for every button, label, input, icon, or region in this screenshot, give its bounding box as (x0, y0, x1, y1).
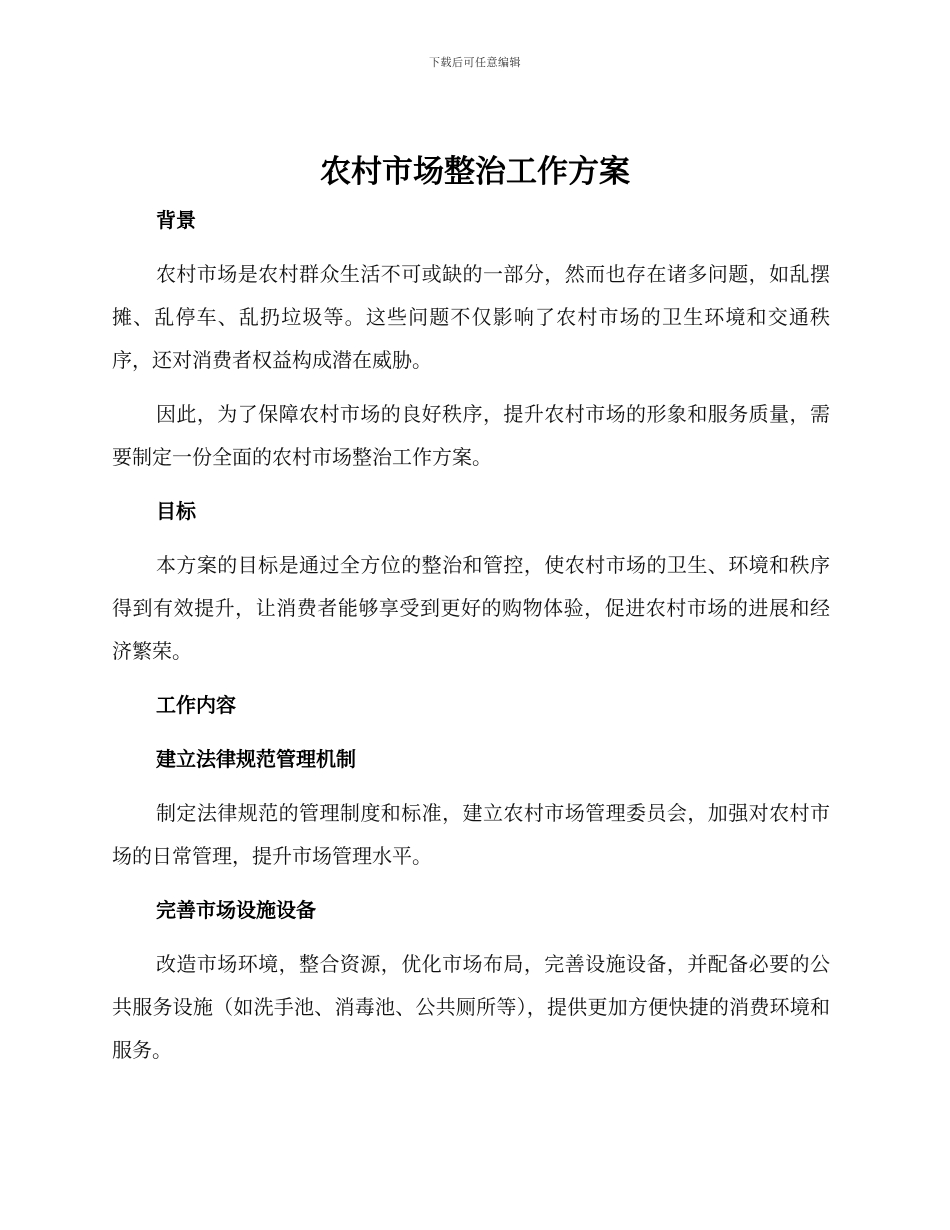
document-title: 农村市场整治工作方案 (320, 154, 630, 190)
document-body (112, 199, 830, 1083)
paragraph-goal-1: 本方案的目标是通过全方位的整治和管控，使农村市场的卫生、环境和秩序得到有效提升，让消费者能够享受到更好的购物体验，促进农村市场的进展和经济繁荣。 (112, 553, 830, 663)
section-heading-goal: 目标 (156, 499, 196, 523)
section-heading-work: 工作内容 (156, 693, 236, 717)
page-header: 下载后可任意编辑 (429, 56, 521, 69)
paragraph-legal-1: 制定法律规范的管理制度和标准，建立农村市场管理委员会，加强对农村市场的日常管理，提升市场管理水平。 (112, 801, 830, 868)
paragraph-background-2: 因此，为了保障农村市场的良好秩序，提升农村市场的形象和服务质量，需要制定一份全面的农村市场整治工作方案。 (112, 402, 830, 469)
subsection-heading-legal: 建立法律规范管理机制 (156, 747, 356, 771)
subsection-heading-facilities: 完善市场设施设备 (156, 898, 316, 922)
paragraph-background-1: 农村市场是农村群众生活不可或缺的一部分，然而也存在诸多问题，如乱摆摊、乱停车、乱扔垃圾等。这些问题不仅影响了农村市场的卫生环境和交通秩序，还对消费者权益构成潜在威胁。 (112, 262, 830, 372)
section-heading-background: 背景 (156, 208, 196, 232)
paragraph-facilities-1: 改造市场环境，整合资源，优化市场布局，完善设施设备，并配备必要的公共服务设施（如洗手池、消毒池、公共厕所等），提供更加方便快捷的消费环境和服务。 (112, 952, 830, 1062)
